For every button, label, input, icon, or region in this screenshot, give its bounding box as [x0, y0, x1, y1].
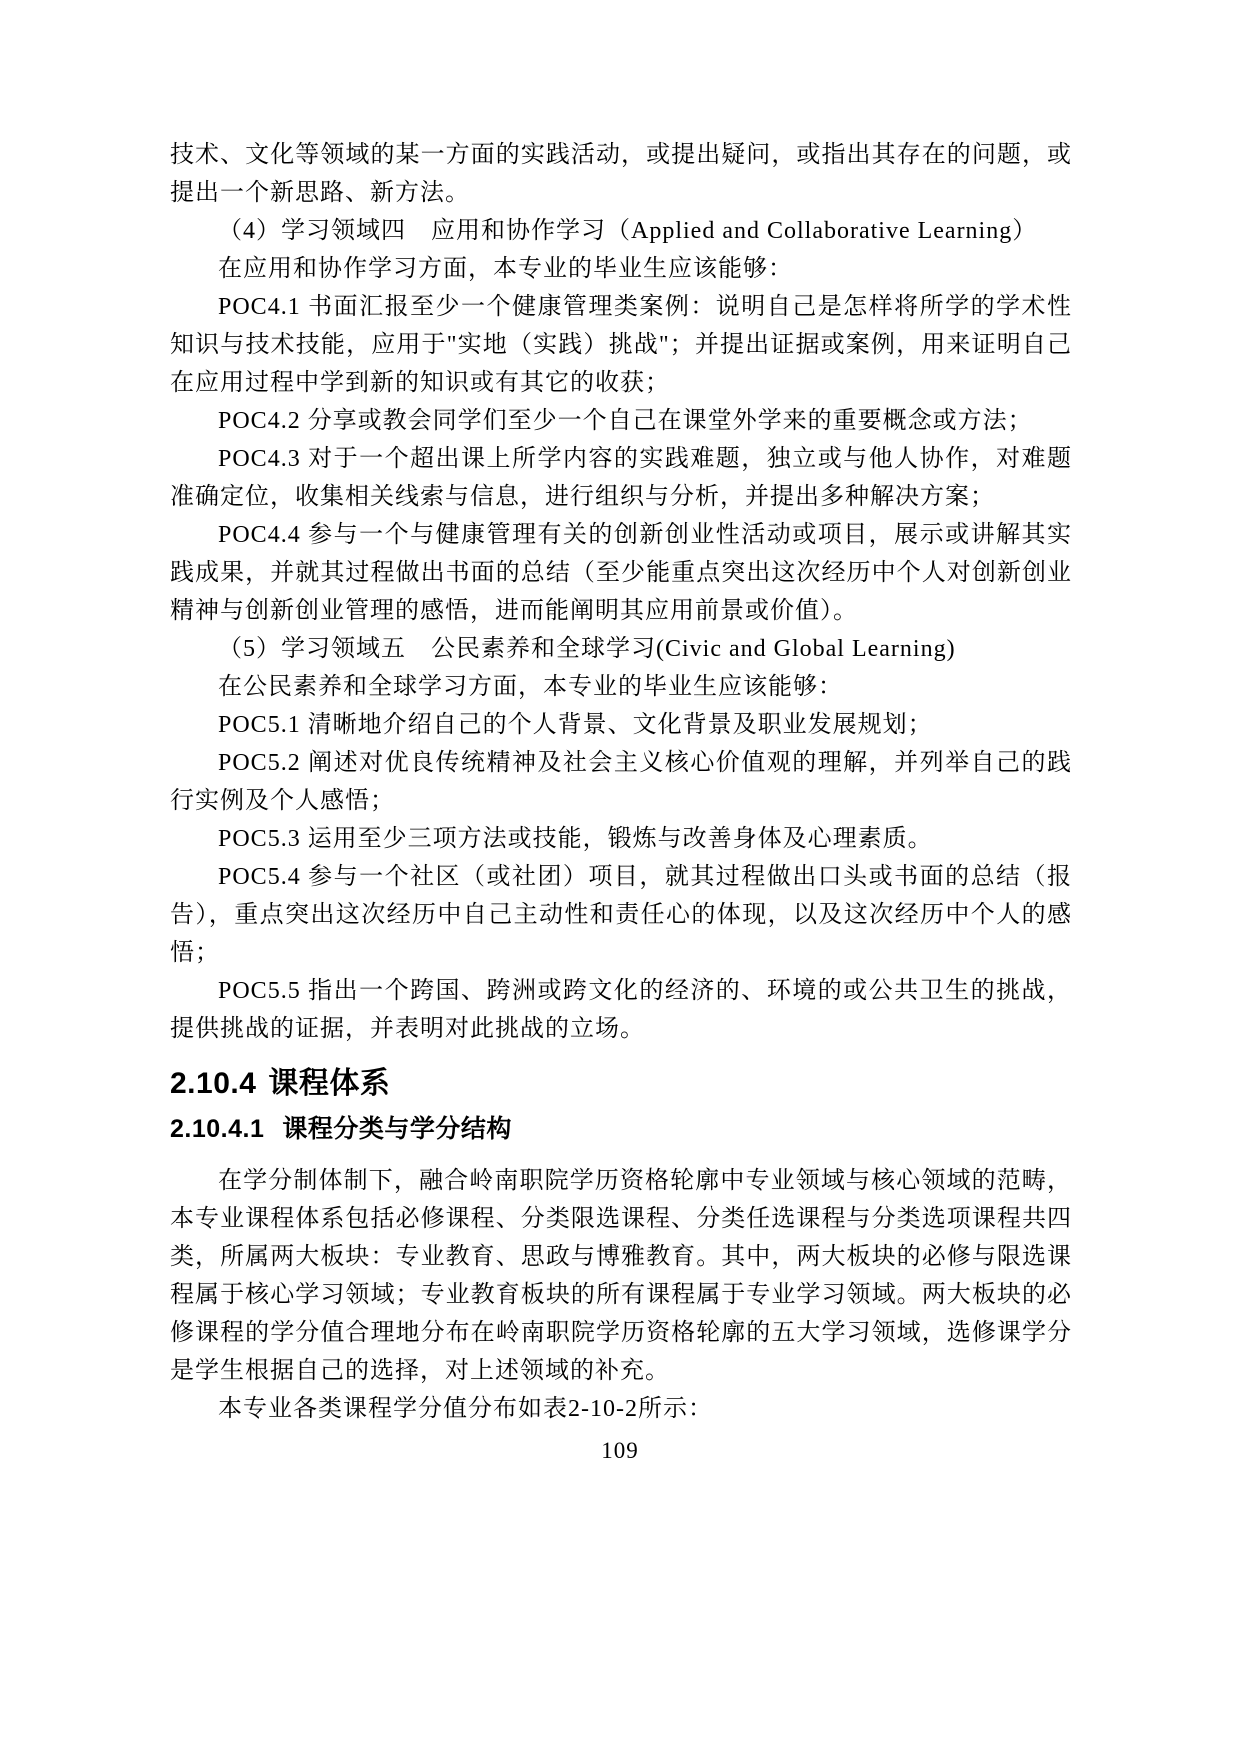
paragraph: 技术、文化等领域的某一方面的实践活动，或提出疑问，或指出其存在的问题，或提出一个新思路、新方法。 [170, 142, 1072, 206]
poc-paragraph: POC5.1 清晰地介绍自己的个人背景、文化背景及职业发展规划； [218, 712, 933, 738]
learning-area-4-title: （4）学习领域四 应用和协作学习（Applied and Collaborative Learning） [218, 218, 1038, 244]
paragraph: 在学分制体制下，融合岭南职院学历资格轮廓中专业领域与核心领域的范畴，本专业课程体系包括必修课程、分类限选课程、分类任选课程与分类选项课程共四类，所属两大板块：专业教育、思政与博雅教育。其中，两大板块的必修与限选课程属于核心学习领域；专业教育板块的所有课程属于专业学习领域。两大板块的必修课程的学分值合理地分布在岭南职院学历资格轮廓的五大学习领域，选修课学分是学生根据自己的选择，对上述领域的补充。 [170, 1168, 1072, 1384]
poc-paragraph: POC4.4 参与一个与健康管理有关的创新创业性活动或项目，展示或讲解其实践成果，并就其过程做出书面的总结（至少能重点突出这次经历中个人对创新创业精神与创新创业管理的感悟，进而能阐明其应用前景或价值）。 [170, 522, 1072, 624]
paragraph: 在应用和协作学习方面，本专业的毕业生应该能够： [218, 256, 793, 282]
learning-area-5-title: （5）学习领域五 公民素养和全球学习(Civic and Global Learning) [218, 636, 956, 662]
section-heading [170, 1066, 1072, 1102]
section-number: 2.10.4 [170, 1067, 257, 1100]
paragraph: 本专业各类课程学分值分布如表2-10-2所示： [218, 1396, 713, 1422]
page-number: 109 [601, 1438, 639, 1463]
poc-paragraph: POC4.3 对于一个超出课上所学内容的实践难题，独立或与他人协作，对难题准确定位，收集相关线索与信息，进行组织与分析，并提出多种解决方案； [170, 446, 1072, 510]
poc-paragraph: POC5.2 阐述对优良传统精神及社会主义核心价值观的理解，并列举自己的践行实例及个人感悟； [170, 750, 1072, 814]
subsection-number: 2.10.4.1 [170, 1115, 265, 1143]
subsection-title: 课程分类与学分结构 [282, 1115, 512, 1143]
subsection-heading [170, 1114, 1072, 1144]
document-content [170, 136, 1072, 1428]
poc-paragraph: POC5.4 参与一个社区（或社团）项目，就其过程做出口头或书面的总结（报告），重点突出这次经历中自己主动性和责任心的体现，以及这次经历中个人的感悟； [170, 864, 1072, 966]
poc-paragraph: POC5.5 指出一个跨国、跨洲或跨文化的经济的、环境的或公共卫生的挑战，提供挑战的证据，并表明对此挑战的立场。 [170, 978, 1072, 1042]
page-footer [0, 1438, 1240, 1464]
section-title: 课程体系 [268, 1067, 391, 1100]
poc-paragraph: POC4.1 书面汇报至少一个健康管理类案例：说明自己是怎样将所学的学术性知识与技术技能，应用于"实地（实践）挑战"；并提出证据或案例，用来证明自己在应用过程中学到新的知识或有其它的收获； [170, 294, 1072, 396]
paragraph: 在公民素养和全球学习方面，本专业的毕业生应该能够： [218, 674, 843, 700]
poc-paragraph: POC4.2 分享或教会同学们至少一个自己在课堂外学来的重要概念或方法； [218, 408, 1033, 434]
poc-paragraph: POC5.3 运用至少三项方法或技能，锻炼与改善身体及心理素质。 [218, 826, 933, 852]
